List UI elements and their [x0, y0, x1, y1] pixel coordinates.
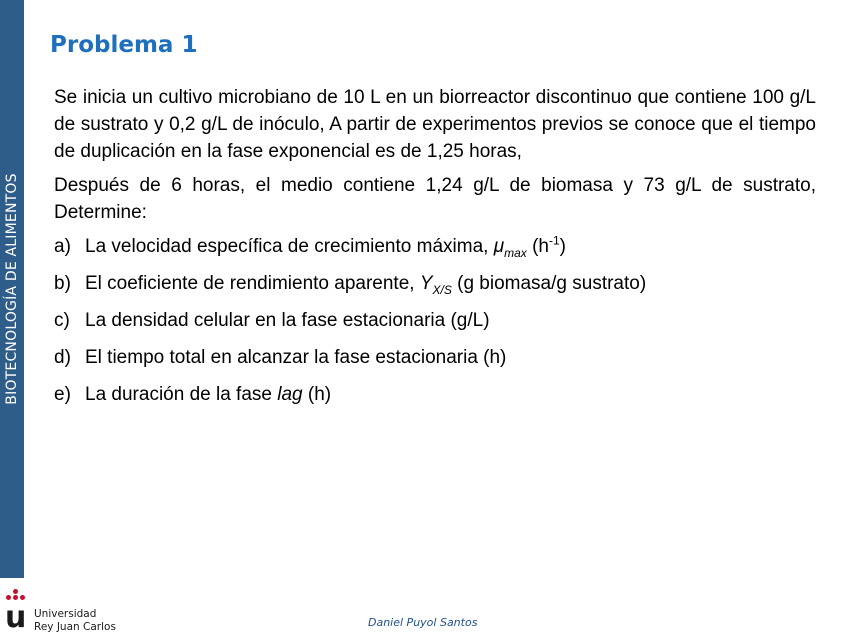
question-list	[54, 233, 816, 408]
yield-symbol: Y	[419, 273, 433, 294]
sidebar-band	[0, 0, 24, 578]
university-name: Universidad Rey Juan Carlos	[34, 608, 116, 633]
question-letter: a)	[54, 236, 71, 257]
problem-data: Después de 6 horas, el medio contiene 1,24 g/L de biomasa y 73 g/L de sustrato, Determine:	[54, 175, 816, 223]
question-d	[54, 344, 816, 371]
question-letter: d)	[54, 347, 71, 368]
question-text: La duración de la fase lag (h)	[85, 384, 332, 405]
question-text: La densidad celular en la fase estacionaria (g/L)	[85, 310, 490, 331]
u-letter-mark: u	[5, 600, 27, 635]
question-letter: b)	[54, 273, 71, 294]
question-text: El tiempo total en alcanzar la fase estacionaria (h)	[85, 347, 507, 368]
question-c	[54, 307, 816, 334]
question-text: El coeficiente de rendimiento aparente, $Y_{X/S}$ (g biomasa/g sustrato)	[85, 273, 647, 297]
mu-symbol: μ	[493, 236, 505, 257]
sidebar-label: BIOTECNOLOGÍA DE ALIMENTOS	[4, 173, 20, 405]
question-b	[54, 270, 816, 297]
author-name: Daniel Puyol Santos	[368, 616, 478, 629]
urjc-logo-icon	[4, 589, 28, 633]
question-a	[54, 233, 816, 260]
question-letter: c)	[54, 310, 70, 331]
question-e	[54, 381, 816, 408]
university-logo	[4, 589, 116, 634]
question-letter: e)	[54, 384, 71, 405]
page-title: Problema 1	[50, 32, 198, 58]
question-text: La velocidad específica de crecimiento máxima, $\mu_{max}$ $(h^{-1})$	[85, 233, 566, 260]
problem-body	[54, 84, 816, 418]
problem-statement: Se inicia un cultivo microbiano de 10 L en un biorreactor discontinuo que contiene 100 g/L de sustrato y 0,2 g/L de inóculo, A partir de experimentos previos se conoce que el tiempo de duplicación en la fase exponencial es de 1,25 horas,	[54, 87, 816, 162]
